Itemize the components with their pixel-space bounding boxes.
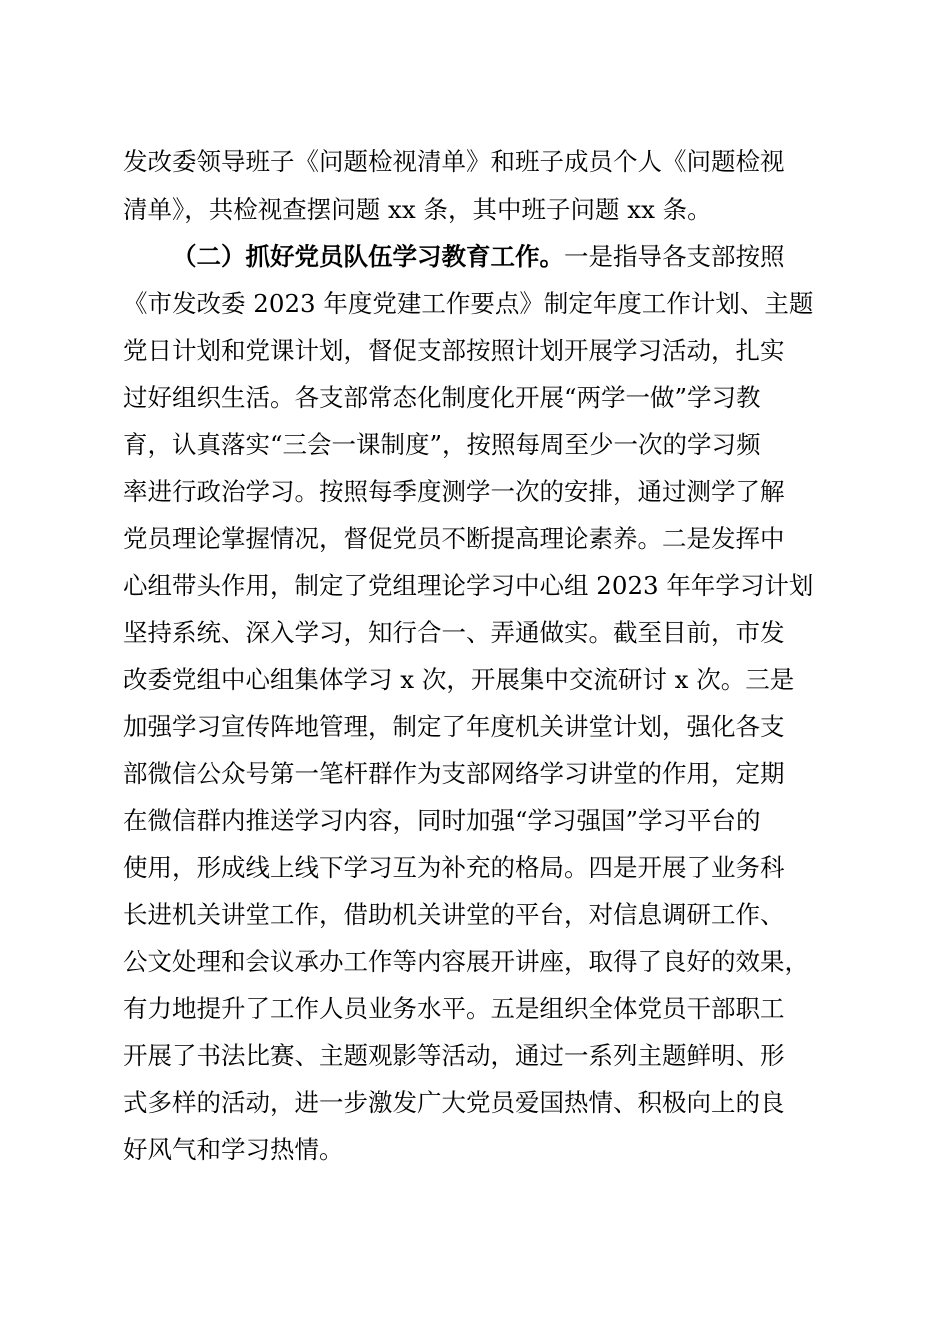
paragraph-2-line: 有力地提升了工作人员业务水平。五是组织全体党员干部职工	[123, 994, 785, 1023]
paragraph-2-first-line	[172, 237, 833, 277]
paragraph-2-line: 率进行政治学习。按照每季度测学一次的安排，通过测学了解	[123, 477, 785, 506]
paragraph-2-line: 使用，形成线上线下学习互为补充的格局。四是开展了业务科	[123, 853, 785, 882]
paragraph-2-line: 式多样的活动，进一步激发广大党员爱国热情、积极向上的良	[123, 1088, 785, 1117]
paragraph-2-line: 过好组织生活。各支部常态化制度化开展“两学一做”学习教	[123, 383, 761, 412]
section-heading: （二）抓好党员队伍学习教育工作。	[172, 242, 564, 271]
paragraph-2-line: 改委党组中心组集体学习 x 次，开展集中交流研讨 x 次。三是	[123, 665, 795, 694]
paragraph-2-line: 长进机关讲堂工作，借助机关讲堂的平台，对信息调研工作、	[123, 900, 785, 929]
paragraph-2-first-line-text: 一是指导各支部按照	[564, 242, 785, 271]
paragraph-2-line: 育，认真落实“三会一课制度”，按照每周至少一次的学习频	[123, 430, 761, 459]
paragraph-2-line: 加强学习宣传阵地管理，制定了年度机关讲堂计划，强化各支	[123, 712, 785, 741]
paragraph-2-line: 好风气和学习热情。	[123, 1135, 344, 1164]
paragraph-2-line: 公文处理和会议承办工作等内容展开讲座，取得了良好的效果，	[123, 947, 809, 976]
paragraph-2-line: 党员理论掌握情况，督促党员不断提高理论素养。二是发挥中	[123, 524, 785, 553]
paragraph-2-line: 在微信群内推送学习内容，同时加强“学习强国”学习平台的	[123, 806, 761, 835]
paragraph-2-line: 《市发改委 2023 年度党建工作要点》制定年度工作计划、主题	[123, 289, 814, 318]
paragraph-2-line: 坚持系统、深入学习，知行合一、弄通做实。截至目前，市发	[123, 618, 785, 647]
paragraph-2-line: 党日计划和党课计划，督促支部按照计划开展学习活动，扎实	[123, 336, 785, 365]
paragraph-2-line: 开展了书法比赛、主题观影等活动，通过一系列主题鲜明、形	[123, 1041, 785, 1070]
paragraph-1-line-1: 发改委领导班子《问题检视清单》和班子成员个人《问题检视	[123, 147, 785, 176]
paragraph-2-line: 部微信公众号第一笔杆群作为支部网络学习讲堂的作用，定期	[123, 759, 785, 788]
paragraph-1-line-2: 清单》，共检视查摆问题 xx 条，其中班子问题 xx 条。	[123, 195, 712, 224]
paragraph-2-line: 心组带头作用，制定了党组理论学习中心组 2023 年年学习计划	[123, 571, 814, 600]
